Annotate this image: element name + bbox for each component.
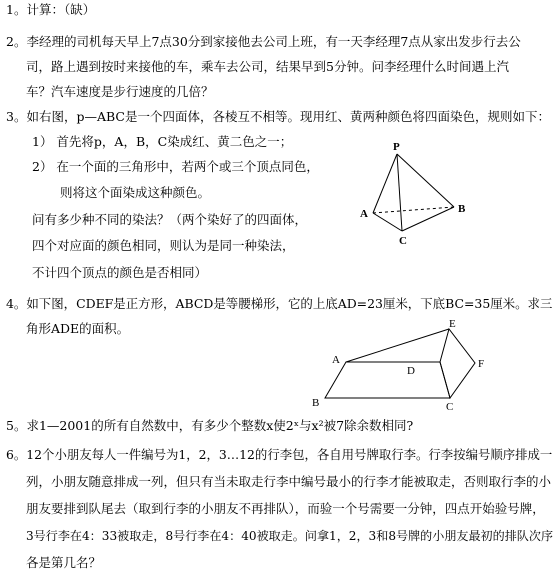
segment-ae (346, 329, 449, 362)
problem-text: 李经理的司机每天早上7点30分到家接他去公司上班，有一天李经理7点从家出发步行去公 (26, 34, 521, 49)
problem-6-line-3: 朋友要排到队尾去（取到行李的小朋友不再排队），而验一个号需要一分钟，四点开始验号牌， (26, 501, 545, 516)
problem-number: 2。 (6, 34, 27, 49)
point-label-e: E (449, 318, 456, 330)
edge-ac (373, 213, 402, 231)
point-label-d: D (407, 365, 415, 377)
problem-4-line-2: 角形ADE的面积。 (26, 321, 130, 336)
problem-3-question-3: 不计四个顶点的颜色是否相同） (32, 265, 208, 280)
problem-3-question-2: 四个对应面的颜色相同，则认为是同一种染法， (32, 238, 295, 253)
trapezoid-square-figure (300, 318, 500, 418)
problem-2-line-1 (6, 34, 521, 50)
problem-text: 12个小朋友每人一件编号为1，2，3…12的行李包，各自用号牌取行李。行李按编号顺序排成一 (26, 447, 553, 462)
problem-number: 6。 (6, 447, 27, 462)
problem-4-line-1 (6, 296, 552, 312)
problem-5 (6, 418, 413, 434)
point-label-a: A (332, 354, 340, 366)
problem-6-line-2: 列，小朋友随意排成一列，但只有当未取走行李中编号最小的行李才能被取走，否则取行李的小 (26, 474, 552, 489)
trapezoid-abcd (325, 362, 450, 398)
problem-number: 1。 (6, 2, 27, 17)
point-label-c: C (446, 401, 454, 413)
problem-1 (6, 2, 95, 18)
problem-text: 求1—2001的所有自然数中，有多少个整数x使2ˣ与x²被7除余数相同? (26, 418, 414, 433)
edge-pa (373, 154, 397, 213)
vertex-label-p: P (393, 141, 400, 153)
edge-pc (397, 154, 402, 231)
vertex-label-b: B (458, 203, 466, 215)
problem-3-rule-1: 1） 首先将p，A，B，C染成红、黄二色之一； (32, 134, 293, 149)
problem-3-rule-2-cont: 则将这个面染成这种颜色。 (60, 185, 211, 200)
problem-6-line-1 (6, 447, 552, 463)
vertex-label-a: A (360, 208, 368, 220)
square-cdef (440, 329, 475, 398)
problem-3-line-1 (6, 109, 550, 125)
problem-6-line-5: 各是第几名？ (26, 555, 102, 570)
problem-number: 3。 (6, 109, 27, 124)
problem-text: 如右图，p—ABC是一个四面体，各棱互不相等。现用红、黄两种颜色将四面染色，规则如下： (26, 109, 550, 124)
problem-6-line-4: 3号行李在4：33被取走，8号行李在4：40被取走。问拿1，2，3和8号牌的小朋友最初的排队次序 (26, 529, 554, 543)
problem-3-question-1: 问有多少种不同的染法？（两个染好了的四面体， (32, 212, 308, 227)
problem-3-rule-2: 2） 在一个面的三角形中，若两个或三个顶点同色， (32, 159, 319, 174)
problem-number: 5。 (6, 418, 27, 433)
problem-text: 计算：（缺） (26, 2, 96, 17)
problem-number: 4。 (6, 296, 27, 311)
problem-2-line-3: 车？汽车速度是步行速度的几倍？ (26, 84, 214, 99)
edge-pb (397, 154, 454, 207)
problem-2-line-2: 司，路上遇到按时来接他的车，乘车去公司，结果早到5分钟。问李经理什么时间遇上汽 (26, 59, 509, 74)
problem-text: 如下图，CDEF是正方形，ABCD是等腰梯形，它的上底AD=23厘米，下底BC=35厘米。求三 (26, 296, 553, 311)
point-label-b: B (312, 397, 320, 409)
vertex-label-c: C (399, 235, 407, 247)
point-label-f: F (478, 358, 485, 370)
tetrahedron-figure (355, 140, 475, 250)
